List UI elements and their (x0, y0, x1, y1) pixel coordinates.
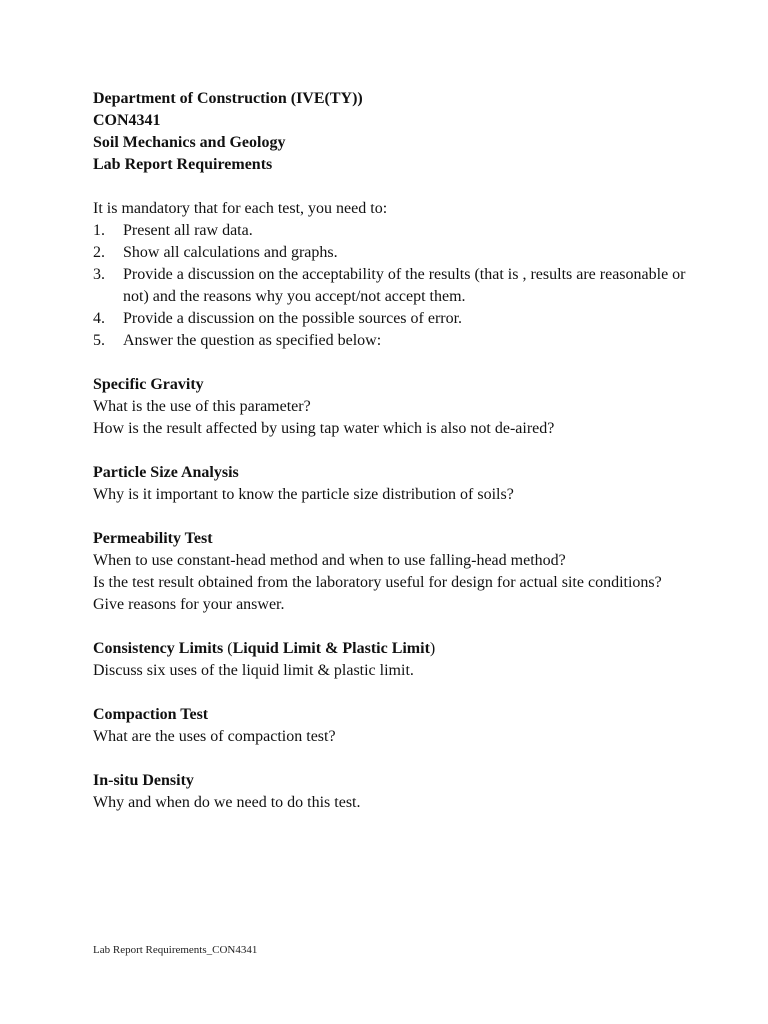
list-item (93, 264, 703, 308)
section-in-situ-density (93, 770, 703, 814)
spacer (93, 352, 703, 374)
requirements-list (93, 220, 703, 352)
section-heading-paren-close: ) (429, 640, 436, 657)
section-heading: In-situ Density (93, 772, 194, 789)
department-name: Department of Construction (IVE(TY)) (93, 90, 363, 107)
list-item-text: Present all raw data. (123, 222, 253, 239)
spacer (93, 176, 703, 198)
spacer (93, 506, 703, 528)
section-heading (93, 638, 703, 660)
list-item-number: 5. (93, 332, 105, 349)
question-text: Is the test result obtained from the laboratory useful for design for actual site conditions? Give reasons for your answer. (93, 574, 674, 613)
page-footer: Lab Report Requirements_CON4341 (93, 944, 258, 956)
document-title: Lab Report Requirements (93, 156, 273, 173)
list-item (93, 308, 703, 330)
question-text: Discuss six uses of the liquid limit & plastic limit. (93, 662, 414, 679)
question-text: Why is it important to know the particle size distribution of soils? (93, 486, 514, 503)
list-item-text: Provide a discussion on the possible sources of error. (123, 310, 463, 327)
question-text: When to use constant-head method and when to use falling-head method? (93, 552, 566, 569)
question-text: Why and when do we need to do this test. (93, 794, 361, 811)
list-item-text: Answer the question as specified below: (123, 332, 382, 349)
section-specific-gravity (93, 374, 703, 440)
section-heading: Compaction Test (93, 706, 209, 723)
section-consistency-limits (93, 638, 703, 682)
document-body (93, 88, 703, 814)
list-item-number: 2. (93, 244, 105, 261)
list-item-text: Provide a discussion on the acceptability of the results (that is , results are reasonable or not) and the reasons why you accept/not accept them. (123, 266, 686, 305)
list-item-number: 4. (93, 310, 105, 327)
list-item-number: 1. (93, 222, 105, 239)
section-heading: Specific Gravity (93, 376, 204, 393)
section-heading-paren-open: ( (223, 640, 233, 657)
section-permeability-test (93, 528, 703, 616)
section-heading: Particle Size Analysis (93, 464, 239, 481)
question-text: How is the result affected by using tap water which is also not de-aired? (93, 420, 555, 437)
spacer (93, 748, 703, 770)
question-text: What are the uses of compaction test? (93, 728, 336, 745)
section-heading-main: Consistency Limits (93, 640, 224, 657)
list-item (93, 242, 703, 264)
list-item-number: 3. (93, 266, 105, 283)
spacer (93, 440, 703, 462)
section-heading-paren-text: Liquid Limit & Plastic Limit (232, 640, 430, 657)
list-item (93, 330, 703, 352)
question-text: What is the use of this parameter? (93, 398, 311, 415)
intro-text: It is mandatory that for each test, you need to: (93, 200, 388, 217)
list-item-text: Show all calculations and graphs. (123, 244, 338, 261)
section-particle-size-analysis (93, 462, 703, 506)
spacer (93, 616, 703, 638)
list-item (93, 220, 703, 242)
course-code: CON4341 (93, 112, 161, 129)
spacer (93, 682, 703, 704)
course-name: Soil Mechanics and Geology (93, 134, 286, 151)
section-heading: Permeability Test (93, 530, 213, 547)
section-compaction-test (93, 704, 703, 748)
